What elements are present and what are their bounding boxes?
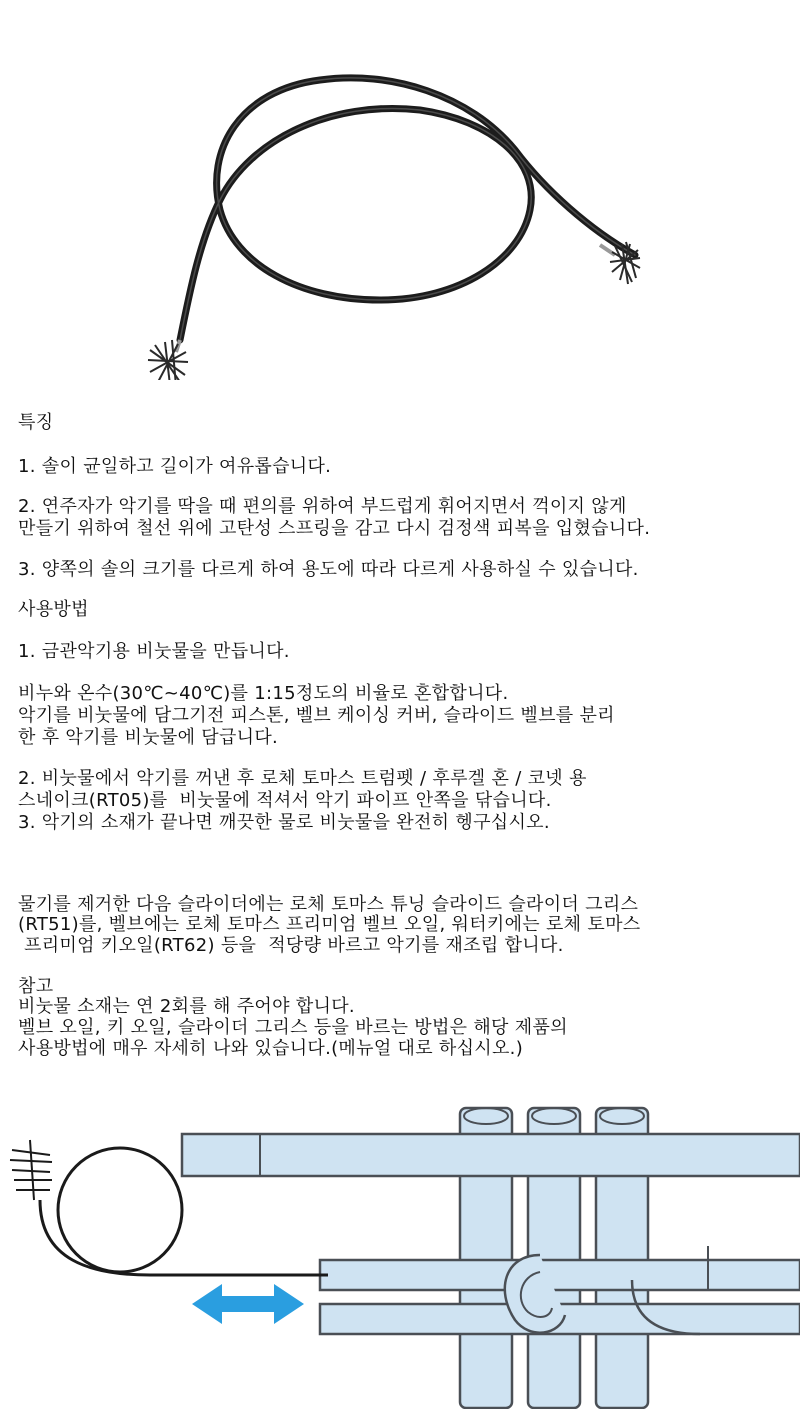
usage-step-1: 1. 금관악기용 비눗물을 만듭니다. — [18, 641, 290, 662]
feature-item-2-line-1: 2. 연주자가 악기를 딱을 때 편의를 위하여 부드럽게 휘어지면서 꺽이지 않게 — [18, 496, 627, 517]
usage-after-line-1: 물기를 제거한 다음 슬라이더에는 로체 토마스 튜닝 슬라이드 슬라이더 그리스 — [18, 894, 639, 915]
notes-line-2: 벨브 오일, 키 오일, 슬라이더 그리스 등을 바르는 방법은 해당 제품의 — [18, 1017, 568, 1038]
usage-step-2-line-1: 2. 비눗물에서 악기를 꺼낸 후 로체 토마스 트럼펫 / 후루겔 혼 / 코넷 용 — [18, 768, 587, 789]
trumpet-cleaning-diagram — [0, 1088, 800, 1409]
usage-after-line-3: 프리미엄 키오일(RT62) 등을 적당량 바르고 악기를 재조립 합니다. — [18, 935, 564, 956]
notes-heading: 참고 — [18, 976, 54, 997]
features-heading: 특징 — [18, 412, 54, 433]
usage-heading: 사용방법 — [18, 599, 89, 620]
usage-after-line-2: (RT51)를, 벨브에는 로체 토마스 프리미엄 벨브 오일, 워터키에는 로체 토마스 — [18, 914, 641, 935]
usage-step-2-line-2: 스네이크(RT05)를 비눗물에 적셔서 악기 파이프 안쪽을 닦습니다. — [18, 790, 552, 811]
notes-line-3: 사용방법에 매우 자세히 나와 있습니다.(메뉴얼 대로 하십시오.) — [18, 1038, 524, 1059]
usage-mix-line-1: 비누와 온수(30℃~40℃)를 1:15정도의 비율로 혼합합니다. — [18, 683, 509, 704]
usage-step-3: 3. 악기의 소재가 끝나면 깨끗한 물로 비눗물을 완전히 헹구십시오. — [18, 812, 550, 833]
notes-line-1: 비눗물 소재는 연 2회를 해 주어야 합니다. — [18, 996, 355, 1017]
cleaning-snake-product-image — [120, 50, 680, 380]
feature-item-3: 3. 양쪽의 솔의 크기를 다르게 하여 용도에 따라 다르게 사용하실 수 있습니다. — [18, 559, 639, 580]
feature-item-1: 1. 솔이 균일하고 길이가 여유롭습니다. — [18, 456, 332, 477]
usage-mix-line-2: 악기를 비눗물에 담그기전 피스톤, 벨브 케이싱 커버, 슬라이드 벨브를 분리 — [18, 705, 615, 726]
feature-item-2-line-2: 만들기 위하여 철선 위에 고탄성 스프링을 감고 다시 검정색 피복을 입혔습니다. — [18, 518, 651, 539]
usage-mix-line-3: 한 후 악기를 비눗물에 담급니다. — [18, 727, 279, 748]
